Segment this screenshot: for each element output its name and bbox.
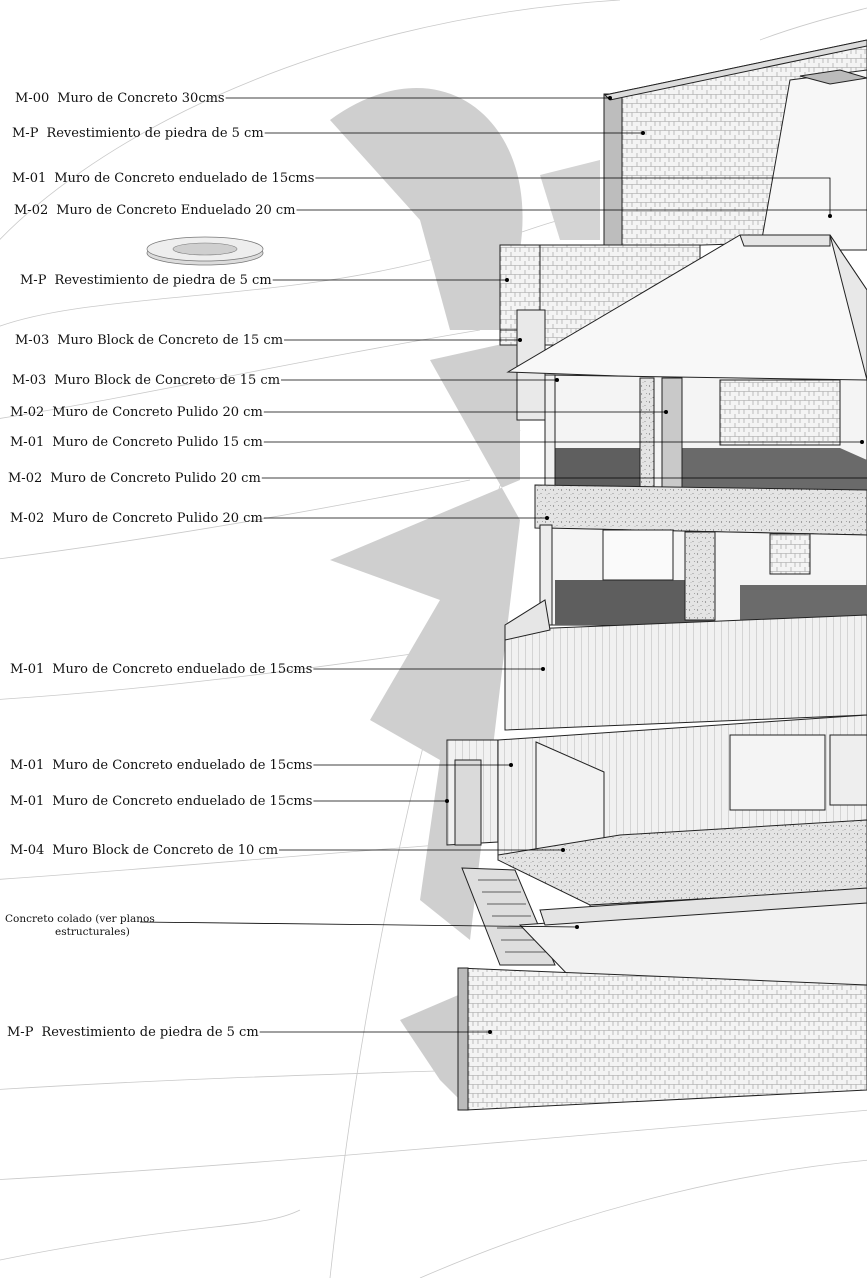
callout-text: Muro de Concreto 30cms (57, 91, 225, 106)
callout-text: Muro de Concreto Pulido 15 cm (52, 435, 263, 450)
callout-text: Muro de Concreto Enduelado 20 cm (56, 203, 296, 218)
callout-label (10, 843, 278, 858)
callout-code: M-02 (8, 471, 43, 486)
callout-code: M-01 (10, 435, 45, 450)
callout-text: Revestimiento de piedra de 5 cm (41, 1025, 259, 1040)
callout (12, 126, 645, 141)
callout-label (10, 511, 263, 526)
callout-code: M-01 (10, 662, 45, 677)
callout-code: M-01 (10, 794, 45, 809)
callout-code: M-03 (12, 373, 47, 388)
callout-label (20, 273, 272, 288)
leader-dot (828, 214, 832, 218)
callout-label (10, 758, 312, 773)
callout (10, 758, 513, 773)
callout-text: Revestimiento de piedra de 5 cm (54, 273, 272, 288)
callout (10, 794, 449, 809)
callout-label (8, 471, 261, 486)
leader-dot (561, 848, 565, 852)
callout (10, 843, 565, 858)
callout-text: Muro de Concreto Pulido 20 cm (52, 405, 263, 420)
callout-label (10, 794, 312, 809)
callout-text: Muro Block de Concreto de 15 cm (54, 373, 281, 388)
callout-text: Muro de Concreto enduelado de 15cms (52, 794, 313, 809)
callout-code: M-02 (10, 405, 45, 420)
callout-label (15, 333, 283, 348)
leader-dot (555, 378, 559, 382)
leader-dot (445, 799, 449, 803)
callout (15, 333, 522, 348)
exterior-stairs (462, 868, 555, 965)
leader-dot (505, 278, 509, 282)
callout-text: Muro Block de Concreto de 10 cm (52, 843, 279, 858)
callout-label (12, 126, 264, 141)
leader-dot (488, 1030, 492, 1034)
callout-code: M-01 (12, 171, 47, 186)
callout-text: Muro de Concreto enduelado de 15cms (52, 758, 313, 773)
round-planter (147, 237, 263, 265)
leader-dot (664, 410, 668, 414)
callout-label: Concreto colado (ver planos estructurales) (5, 913, 155, 938)
callout-code: M-03 (15, 333, 50, 348)
callout-code: M-01 (10, 758, 45, 773)
leader-dot (641, 131, 645, 135)
callout-label (12, 373, 280, 388)
callout-text: Muro de Concreto enduelado de 15cms (54, 171, 315, 186)
callout-code: M-P (7, 1025, 34, 1040)
callout-label (7, 1025, 259, 1040)
callout-code: M-P (12, 126, 39, 141)
callout-text: Muro de Concreto Pulido 20 cm (50, 471, 261, 486)
callout-code: M-00 (15, 91, 50, 106)
callout-label (12, 171, 314, 186)
callout-label (10, 435, 263, 450)
leader-dot (860, 440, 864, 444)
leader-dot (509, 763, 513, 767)
callout-label (15, 91, 225, 106)
leader-dot (545, 516, 549, 520)
callout (15, 91, 612, 106)
callout-label (10, 405, 263, 420)
callout-text: Muro de Concreto Pulido 20 cm (52, 511, 263, 526)
callout-code: M-02 (14, 203, 49, 218)
leader-dot (518, 338, 522, 342)
callout-text: Revestimiento de piedra de 5 cm (46, 126, 264, 141)
leader-dot (575, 925, 579, 929)
callout-code: M-04 (10, 843, 45, 858)
callout-code: M-02 (10, 511, 45, 526)
leader-dot (541, 667, 545, 671)
callout-text: Muro de Concreto enduelado de 15cms (52, 662, 313, 677)
callout-label (14, 203, 296, 218)
callout-code: M-P (20, 273, 47, 288)
leader-dot (608, 96, 612, 100)
callout-label (10, 662, 312, 677)
callout-text: Muro Block de Concreto de 15 cm (57, 333, 284, 348)
